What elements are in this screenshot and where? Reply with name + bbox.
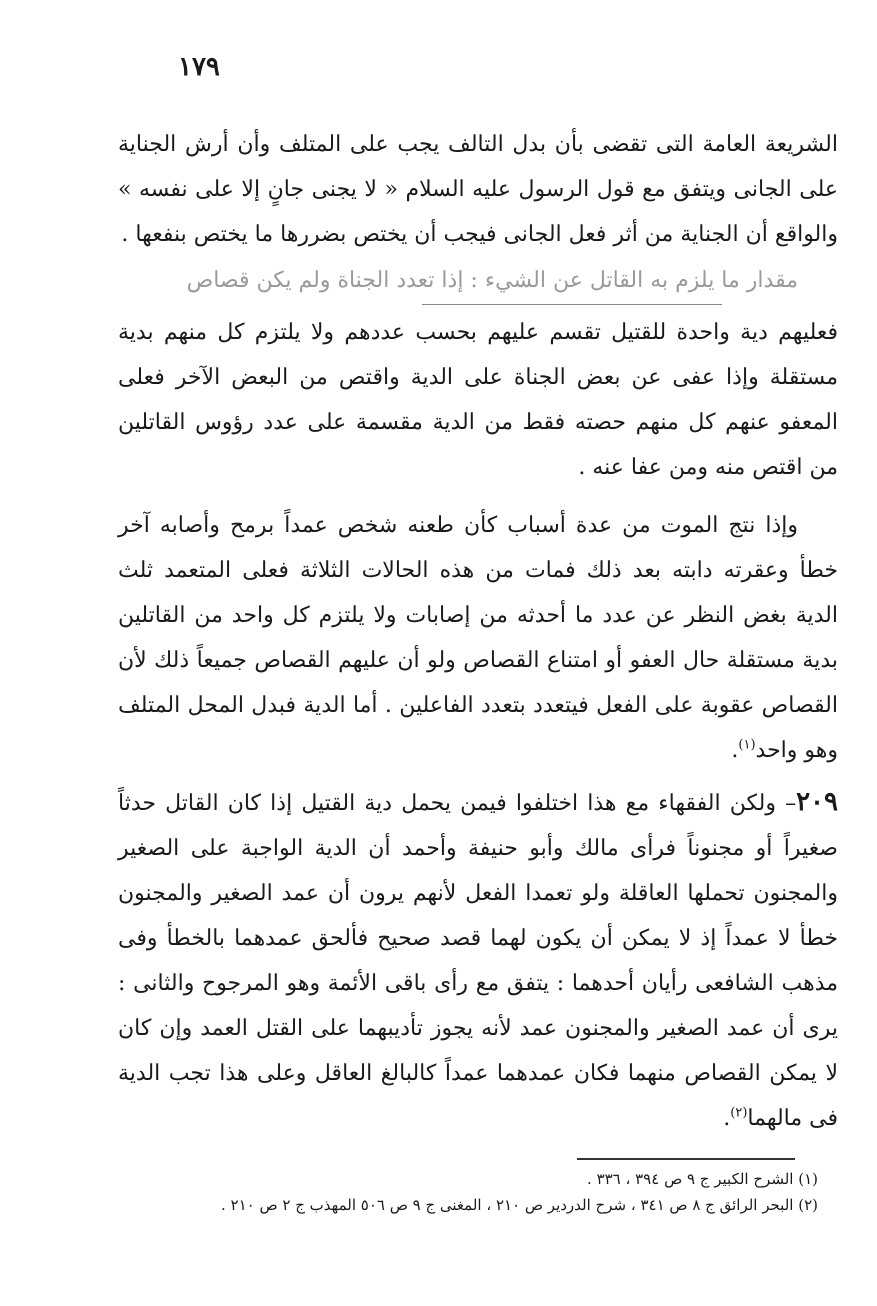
paragraph-3-text: وإذا نتج الموت من عدة أسباب كأن طعنه شخص عمداً برمح وأصابه آخر خطأ وعقرته دابته بعد ذلك فمات من هذه الحالات الثلاثة فعلى المتعمد ثلث الدية بغض النظر عن عدد ما أحدثه من إصابات ولا يلتزم كل واحد من القاتلين بدية مستقلة حال العفو أو امتناع القصاص ولو أن عليهم القصاص جميعاً ذلك لأن القصاص عقوبة على الفعل فيتعدد بتعدد الفاعلين . أما الدية فبدل المحل المتلف وهو واحد <box>118 513 838 763</box>
paragraph-1-text: الشريعة العامة التى تقضى بأن بدل التالف يجب على المتلف وأن أرش الجناية على الجانى ويتفق مع قول الرسول عليه السلام « لا يجنى جانٍ إلا على نفسه » والواقع أن الجناية من أثر فعل الجانى فيجب أن يختص بضررها ما يختص بنفعها . <box>118 132 838 247</box>
footnote-ref-2: (٢) <box>730 1105 748 1121</box>
faded-underline <box>422 304 722 305</box>
paragraph-4-text: – ولكن الفقهاء مع هذا اختلفوا فيمن يحمل دية القتيل إذا كان القاتل حدثاً صغيراً أو مجنوناً فرأى مالك وأبو حنيفة وأحمد أن الدية الواجبة على الصغير والمجنون تحملها العاقلة ولو تعمدا الفعل لأنهم يرون أن عمد الصغير والمجنون خطأ لا عمداً إذ لا يمكن أن يكون لهما قصد صحيح فألحق عمدهما بالخطأ وفى مذهب الشافعى رأيان أحدهما : يتفق مع رأى باقى الأئمة وهو المرجوح والثانى : يرى أن عمد الصغير والمجنون عمد لأنه يجوز تأديبهما على القتل العمد وإن كان لا يمكن القصاص منهما فكان عمدهما عمداً كالبالغ العاقل وعلى هذا تجب الدية فى مالهما <box>118 791 838 1131</box>
paragraph-1 <box>118 122 838 257</box>
footnotes <box>118 1166 818 1218</box>
faded-heading-line <box>118 258 838 303</box>
paragraph-4-end: . <box>723 1106 731 1131</box>
footnote-ref-1: (١) <box>738 737 756 753</box>
paragraph-2 <box>118 310 838 490</box>
page-number: ١٧٩ <box>178 52 220 82</box>
footnote-divider <box>577 1158 795 1160</box>
paragraph-4 <box>118 780 838 1141</box>
paragraph-3 <box>118 503 838 773</box>
faded-heading-text: مقدار ما يلزم به القاتل عن الشيء : إذا تعدد الجناة ولم يكن قصاص <box>186 268 798 293</box>
footnote-2: (٢) البحر الرائق ج ٨ ص ٣٤١ ، شرح الدردير ص ٢١٠ ، المغنى ج ٩ ص ٥٠٦ المهذب ج ٢ ص ٢١٠ . <box>221 1196 818 1214</box>
footnote-1: (١) الشرح الكبير ج ٩ ص ٣٩٤ ، ٣٣٦ . <box>587 1170 818 1188</box>
paragraph-3-end: . <box>731 738 739 763</box>
paragraph-4-body <box>118 780 838 1141</box>
paragraph-2-text: فعليهم دية واحدة للقتيل تقسم عليهم بحسب عددهم ولا يلتزم كل منهم بدية مستقلة وإذا عفى عن بعض الجناة على الدية واقتص من البعض الآخر فعلى المعفو عنهم كل منهم حصته فقط من الدية مقسمة على عدد رؤوس القاتلين من اقتص منه ومن عفا عنه . <box>118 320 838 480</box>
section-number: ٢٠٩ <box>796 787 838 817</box>
paragraph-3-body <box>118 503 838 773</box>
